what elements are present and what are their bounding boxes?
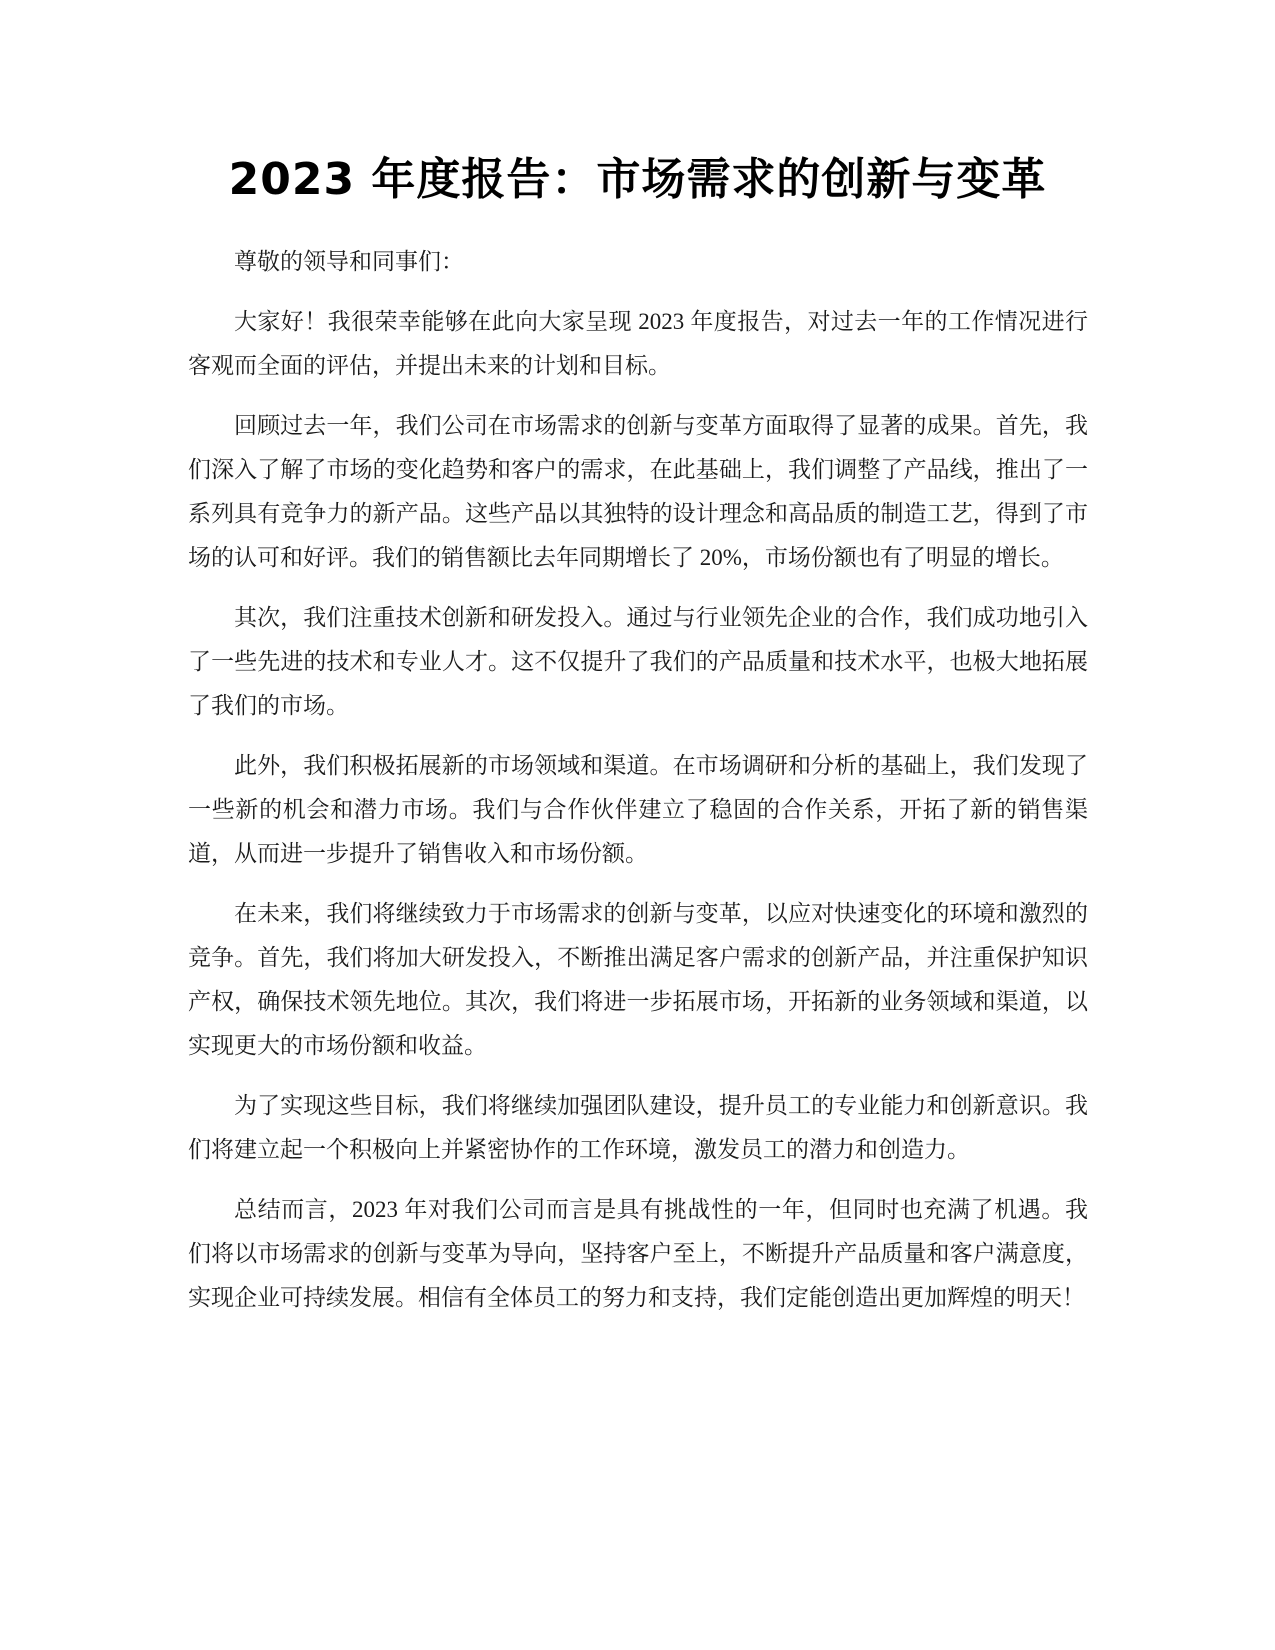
conclusion-paragraph: 总结而言，2023 年对我们公司而言是具有挑战性的一年，但同时也充满了机遇。我们将以市场需求的创新与变革为导向，坚持客户至上，不断提升产品质量和客户满意度，实现企业可持续发展。相信有全体员工的努力和支持，我们定能创造出更加辉煌的明天！ (188, 1197, 1088, 1310)
document-body (188, 240, 1088, 1336)
salutation-paragraph: 尊敬的领导和同事们： (234, 249, 464, 274)
future-plan-paragraph: 在未来，我们将继续致力于市场需求的创新与变革，以应对快速变化的环境和激烈的竞争。首先，我们将加大研发投入，不断推出满足客户需求的创新产品，并注重保护知识产权，确保技术领先地位。其次，我们将进一步拓展市场，开拓新的业务领域和渠道，以实现更大的市场份额和收益。 (188, 901, 1088, 1058)
intro-paragraph: 大家好！我很荣幸能够在此向大家呈现 2023 年度报告，对过去一年的工作情况进行客观而全面的评估，并提出未来的计划和目标。 (188, 309, 1088, 378)
document-title: 2023 年度报告：市场需求的创新与变革 (228, 154, 1047, 205)
market-expansion-paragraph: 此外，我们积极拓展新的市场领域和渠道。在市场调研和分析的基础上，我们发现了一些新的机会和潜力市场。我们与合作伙伴建立了稳固的合作关系，开拓了新的销售渠道，从而进一步提升了销售收入和市场份额。 (188, 753, 1088, 866)
team-building-paragraph: 为了实现这些目标，我们将继续加强团队建设，提升员工的专业能力和创新意识。我们将建立起一个积极向上并紧密协作的工作环境，激发员工的潜力和创造力。 (188, 1093, 1088, 1162)
technology-paragraph: 其次，我们注重技术创新和研发投入。通过与行业领先企业的合作，我们成功地引入了一些先进的技术和专业人才。这不仅提升了我们的产品质量和技术水平，也极大地拓展了我们的市场。 (188, 605, 1088, 718)
review-paragraph: 回顾过去一年，我们公司在市场需求的创新与变革方面取得了显著的成果。首先，我们深入了解了市场的变化趋势和客户的需求，在此基础上，我们调整了产品线，推出了一系列具有竞争力的新产品。这些产品以其独特的设计理念和高品质的制造工艺，得到了市场的认可和好评。我们的销售额比去年同期增长了 20%，市场份额也有了明显的增长。 (188, 413, 1088, 570)
